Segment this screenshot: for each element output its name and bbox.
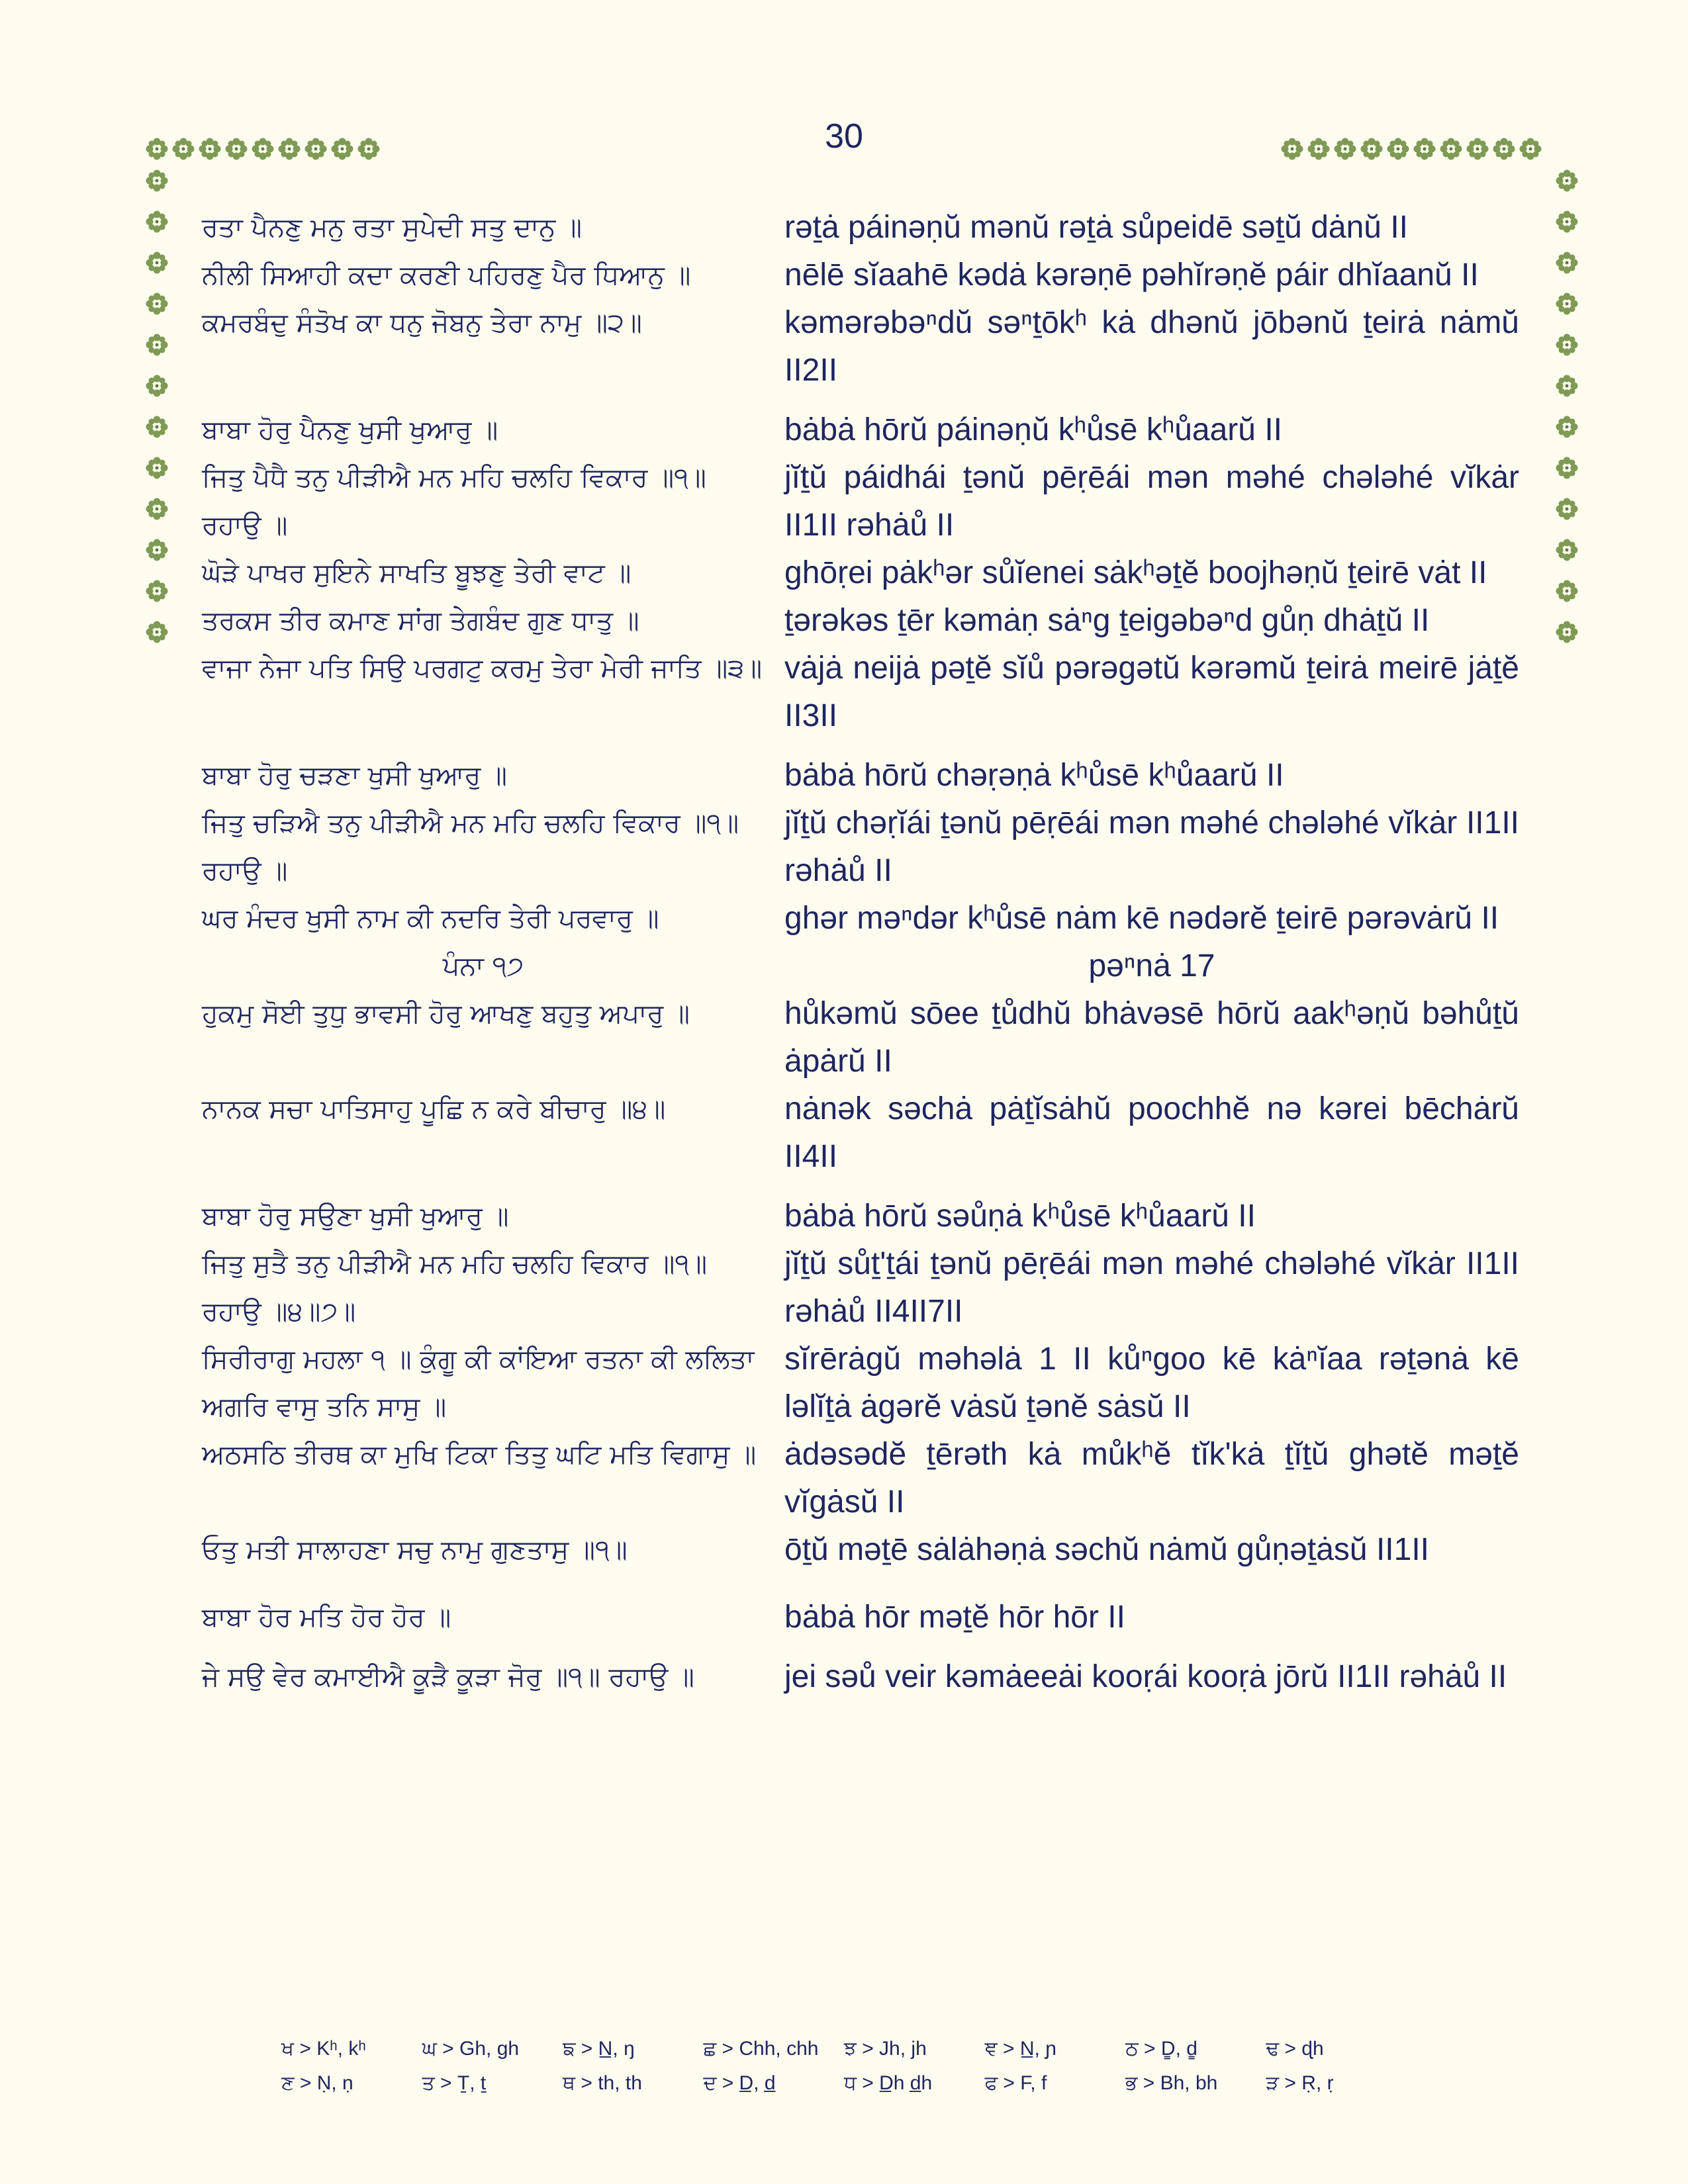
gurmukhi-text: ਬਾਬਾ ਹੋਰੁ ਸਉਣਾ ਖੁਸੀ ਖੁਆਰੁ ॥ bbox=[202, 1201, 509, 1232]
gurmukhi-text: ਕਮਰਬੰਦੁ ਸੰਤੋਖ ਕਾ ਧਨੁ ਜੋਬਨੁ ਤੇਰਾ ਨਾਮੁ ॥੨॥ bbox=[202, 308, 642, 338]
flower-icon bbox=[1556, 334, 1578, 359]
gurmukhi-text: ਘਰ ਮੰਦਰ ਖੁਸੀ ਨਾਮ ਕੀ ਨਦਰਿ ਤੇਰੀ ਪਰਵਾਰੁ ॥ bbox=[202, 903, 659, 934]
legend-item: ਠ > D̳, d̳ bbox=[1125, 2038, 1197, 2060]
transliteration-text: nȧnək səchȧ pȧṯĭsȧhŭ poochhĕ nə kərei bēchȧrŭ II4II bbox=[784, 1091, 1519, 1174]
verse-row bbox=[202, 752, 1519, 799]
verse-row bbox=[202, 1653, 1519, 1701]
transliteration-text: nēlē sĭaahē kədȧ kərəṇē pəhĭrəṇĕ páir dhĭaanŭ II bbox=[784, 257, 1479, 293]
verse-row bbox=[202, 597, 1519, 645]
transliteration-text: bȧbȧ hōrŭ chəṛəṇȧ kʰůsē kʰůaarŭ II bbox=[784, 758, 1284, 793]
verse-row bbox=[202, 1526, 1519, 1574]
legend-item: ਦ > D̲, d̲ bbox=[703, 2072, 776, 2094]
transliteration-text: bȧbȧ hōrŭ páinəṇŭ kʰůsē kʰůaarŭ II bbox=[784, 412, 1282, 447]
flower-icon bbox=[1556, 375, 1578, 400]
legend-item: ਢ > ɖh bbox=[1266, 2038, 1324, 2060]
verse-row bbox=[202, 549, 1519, 597]
flower-icon bbox=[146, 210, 168, 236]
legend-item: ਛ > Chh, chh bbox=[703, 2038, 819, 2060]
transliteration-text: kəmərəbəⁿdŭ səⁿṯōkʰ kȧ dhənŭ jōbənŭ ṯeirȧ nȧmŭ II2II bbox=[784, 305, 1519, 388]
transliteration-text: ghōṛei pȧkʰər sůĭenei sȧkʰəṯĕ boojhəṇŭ ṯeirē vȧt II bbox=[784, 555, 1487, 590]
transliteration-text: jei səů veir kəmȧeeȧi kooṛái kooṛȧ jōrŭ II1II rəhȧů II bbox=[784, 1659, 1507, 1694]
gurmukhi-text: ਨੀਲੀ ਸਿਆਹੀ ਕਦਾ ਕਰਣੀ ਪਹਿਰਣੁ ਪੈਰ ਧਿਆਨੁ ॥ bbox=[202, 260, 691, 291]
transliteration-legend bbox=[281, 2032, 1407, 2101]
gurmukhi-text: ਤਰਕਸ ਤੀਰ ਕਮਾਣ ਸਾਂਗ ਤੇਗਬੰਦ ਗੁਣ ਧਾਤੁ ॥ bbox=[202, 606, 639, 636]
verse-table bbox=[202, 192, 1519, 1701]
verse-row bbox=[202, 454, 1519, 549]
verse-row bbox=[202, 1193, 1519, 1240]
verse-row bbox=[202, 251, 1519, 299]
flower-icon bbox=[146, 457, 168, 482]
flower-icon bbox=[1556, 293, 1578, 318]
gurmukhi-text: ਸਿਰੀਰਾਗੁ ਮਹਲਾ ੧ ॥ ਕੁੰਗੂ ਕੀ ਕਾਂਇਆ ਰਤਨਾ ਕੀ ਲਲਿਤਾ ਅਗਰਿ ਵਾਸੁ ਤਨਿ ਸਾਸੁ ॥ bbox=[202, 1344, 755, 1422]
gurmukhi-text: ਪੰਨਾ ੧੭ bbox=[442, 951, 524, 981]
transliteration-text: ghər məⁿdər kʰůsē nȧm kē nədərĕ ṯeirē pərəvȧrŭ II bbox=[784, 901, 1499, 936]
flower-icon bbox=[1556, 621, 1578, 646]
verse-row bbox=[202, 1431, 1519, 1526]
flower-icon bbox=[146, 539, 168, 564]
legend-item: ਧ > D̲h d̲h bbox=[844, 2072, 933, 2094]
flower-border-right bbox=[1556, 169, 1578, 646]
flower-icon bbox=[1556, 416, 1578, 441]
verse-row bbox=[202, 299, 1519, 394]
gurmukhi-text: ਘੋੜੇ ਪਾਖਰ ਸੁਇਨੇ ਸਾਖਤਿ ਬੂਝਣੁ ਤੇਰੀ ਵਾਟ ॥ bbox=[202, 558, 632, 588]
flower-icon bbox=[1360, 138, 1383, 163]
gurmukhi-text: ਜਿਤੁ ਸੁਤੈ ਤਨੁ ਪੀੜੀਐ ਮਨ ਮਹਿ ਚਲਹਿ ਵਿਕਾਰ ॥੧॥ ਰਹਾਉ ॥੪॥੭॥ bbox=[202, 1249, 708, 1327]
flower-icon bbox=[172, 138, 195, 163]
gurmukhi-text: ਬਾਬਾ ਹੋਰ ਮਤਿ ਹੋਰ ਹੋਰ ॥ bbox=[202, 1602, 451, 1633]
flower-icon bbox=[1334, 138, 1356, 163]
flower-icon bbox=[1440, 138, 1462, 163]
flower-icon bbox=[1556, 539, 1578, 564]
flower-icon bbox=[199, 138, 221, 163]
page-marker-row bbox=[202, 942, 1519, 990]
transliteration-text: ōṯŭ məṯē sȧlȧhəṇȧ səchŭ nȧmŭ gůṇəṯȧsŭ II1II bbox=[784, 1532, 1429, 1567]
gurmukhi-text: ਬਾਬਾ ਹੋਰੁ ਚੜਣਾ ਖੁਸੀ ਖੁਆਰੁ ॥ bbox=[202, 760, 507, 791]
legend-item: ੜ > Ṛ, ṛ bbox=[1266, 2072, 1334, 2094]
transliteration-text: ȧdəsədĕ ṯērəth kȧ můkʰĕ tĭk'kȧ ṯĭṯŭ ghətĕ məṯĕ vĭgȧsŭ II bbox=[784, 1437, 1519, 1520]
flower-icon bbox=[225, 138, 248, 163]
legend-item: ਥ > th, th bbox=[563, 2072, 642, 2094]
flower-icon bbox=[146, 416, 168, 441]
verse-row bbox=[202, 406, 1519, 454]
verse-row bbox=[202, 1594, 1519, 1641]
legend-row bbox=[281, 2032, 1407, 2066]
flower-icon bbox=[1307, 138, 1330, 163]
legend-item: ਭ > Bh, bh bbox=[1125, 2072, 1218, 2094]
flower-icon bbox=[1519, 138, 1542, 163]
flower-icon bbox=[1413, 138, 1436, 163]
gurmukhi-text: ਵਾਜਾ ਨੇਜਾ ਪਤਿ ਸਿਉ ਪਰਗਟੁ ਕਰਮੁ ਤੇਰਾ ਮੇਰੀ ਜਾਤਿ ॥੩॥ bbox=[202, 653, 763, 684]
transliteration-text: jĭṯŭ chəṛĭái ṯənŭ pēṛēái mən məhé chələhé vĭkȧr II1II rəhȧů II bbox=[784, 805, 1519, 888]
transliteration-text: hůkəmŭ sōee ṯůdhŭ bhȧvəsē hōrŭ aakʰəṇŭ bəhůṯŭ ȧpȧrŭ II bbox=[784, 996, 1519, 1079]
transliteration-text: jĭṯŭ sůṯ'ṯái ṯənŭ pēṛēái mən məhé chələhé vĭkȧr II1II rəhȧů II4II7II bbox=[784, 1246, 1519, 1329]
flower-icon bbox=[146, 580, 168, 605]
flower-icon bbox=[1493, 138, 1515, 163]
verse-row bbox=[202, 1336, 1519, 1431]
gurmukhi-text: ਅਠਸਠਿ ਤੀਰਥ ਕਾ ਮੁਖਿ ਟਿਕਾ ਤਿਤੁ ਘਟਿ ਮਤਿ ਵਿਗਾਸੁ ॥ bbox=[202, 1439, 757, 1470]
gurmukhi-text: ਨਾਨਕ ਸਚਾ ਪਾਤਿਸਾਹੁ ਪੂਛਿ ਨ ਕਰੇ ਬੀਚਾਰੁ ॥੪॥ bbox=[202, 1094, 666, 1124]
legend-row bbox=[281, 2066, 1407, 2101]
flower-icon bbox=[1556, 457, 1578, 482]
legend-item: ਙ > N̲, ŋ bbox=[563, 2038, 635, 2060]
flower-icon bbox=[146, 498, 168, 523]
gurmukhi-text: ਰਤਾ ਪੈਨਣੁ ਮਨੁ ਰਤਾ ਸੁਪੇਦੀ ਸਤੁ ਦਾਨੁ ॥ bbox=[202, 212, 582, 243]
legend-item: ਖ > Kʰ, kʰ bbox=[281, 2038, 366, 2060]
legend-item: ਝ > Jh, jh bbox=[844, 2038, 927, 2060]
gurmukhi-text: ਬਾਬਾ ਹੋਰੁ ਪੈਨਣੁ ਖੁਸੀ ਖੁਆਰੁ ॥ bbox=[202, 415, 498, 445]
flower-icon bbox=[1466, 138, 1489, 163]
transliteration-text: vȧjȧ neijȧ pəṯĕ sĭů pərəgətŭ kərəmŭ ṯeirȧ meirē jȧṯĕ II3II bbox=[784, 651, 1519, 733]
flower-border-top-right bbox=[1281, 138, 1542, 163]
flower-icon bbox=[1281, 138, 1303, 163]
flower-icon bbox=[252, 138, 274, 163]
flower-icon bbox=[146, 293, 168, 318]
verse-row bbox=[202, 799, 1519, 895]
verse-row bbox=[202, 1240, 1519, 1336]
verse-row bbox=[202, 990, 1519, 1085]
flower-icon bbox=[1556, 498, 1578, 523]
flower-icon bbox=[1556, 251, 1578, 277]
flower-icon bbox=[1556, 210, 1578, 236]
gurmukhi-text: ਹੁਕਮੁ ਸੋਈ ਤੁਧੁ ਭਾਵਸੀ ਹੋਰੁ ਆਖਣੁ ਬਹੁਤੁ ਅਪਾਰੁ ॥ bbox=[202, 999, 690, 1029]
transliteration-text: sĭrērȧgŭ məhəlȧ 1 II kůⁿgoo kē kȧⁿĭaa rəṯənȧ kē ləlĭṯȧ ȧgərĕ vȧsŭ ṯənĕ sȧsŭ II bbox=[784, 1342, 1519, 1424]
flower-border-left bbox=[146, 169, 168, 646]
flower-icon bbox=[146, 251, 168, 277]
transliteration-text: pəⁿnȧ 17 bbox=[1088, 948, 1215, 983]
gurmukhi-text: ਜੇ ਸਉ ਵੇਰ ਕਮਾਈਐ ਕੂੜੈ ਕੂੜਾ ਜੋਰੁ ॥੧॥ ਰਹਾਉ ॥ bbox=[202, 1662, 694, 1692]
legend-item: ਤ > Ṯ, ṯ bbox=[422, 2072, 487, 2094]
flower-icon bbox=[146, 138, 168, 163]
flower-icon bbox=[1556, 580, 1578, 605]
flower-icon bbox=[146, 169, 168, 195]
flower-icon bbox=[146, 621, 168, 646]
legend-item: ਞ > N̲, ɲ bbox=[984, 2038, 1056, 2060]
flower-icon bbox=[278, 138, 301, 163]
gurmukhi-text: ਓਤੁ ਮਤੀ ਸਾਲਾਹਣਾ ਸਚੁ ਨਾਮੁ ਗੁਣਤਾਸੁ ॥੧॥ bbox=[202, 1535, 628, 1565]
flower-icon bbox=[146, 375, 168, 400]
legend-item: ਣ > Ṇ, ṇ bbox=[281, 2072, 353, 2094]
verse-row bbox=[202, 204, 1519, 251]
gurmukhi-text: ਜਿਤੁ ਚੜਿਐ ਤਨੁ ਪੀੜੀਐ ਮਨ ਮਹਿ ਚਲਹਿ ਵਿਕਾਰ ॥੧॥ ਰਹਾਉ ॥ bbox=[202, 808, 739, 886]
flower-icon bbox=[146, 334, 168, 359]
transliteration-text: ṯərəkəs ṯēr kəmȧṇ sȧⁿg ṯeigəbəⁿd gůṇ dhȧṯŭ II bbox=[784, 603, 1430, 638]
flower-icon bbox=[305, 138, 327, 163]
legend-item: ਫ > F, f bbox=[984, 2072, 1047, 2094]
flower-icon bbox=[357, 138, 380, 163]
transliteration-text: bȧbȧ hōr məṯĕ hōr hōr II bbox=[784, 1600, 1125, 1635]
flower-icon bbox=[1556, 169, 1578, 195]
legend-item: ਘ > Gh, gh bbox=[422, 2038, 520, 2060]
transliteration-text: rəṯȧ páinəṇŭ mənŭ rəṯȧ sůpeidē səṯŭ dȧnŭ II bbox=[784, 210, 1408, 245]
verse-row bbox=[202, 1085, 1519, 1181]
verse-row bbox=[202, 645, 1519, 740]
page-number: 30 bbox=[825, 117, 863, 156]
transliteration-text: jĭṯŭ páidhái ṯənŭ pēṛēái mən məhé chələhé vĭkȧr II1II rəhȧů II bbox=[784, 460, 1519, 543]
verse-row bbox=[202, 895, 1519, 942]
flower-border-top-left bbox=[146, 138, 380, 163]
gurmukhi-text: ਜਿਤੁ ਪੈਧੈ ਤਨੁ ਪੀੜੀਐ ਮਨ ਮਹਿ ਚਲਹਿ ਵਿਕਾਰ ॥੧॥ ਰਹਾਉ ॥ bbox=[202, 463, 706, 541]
transliteration-text: bȧbȧ hōrŭ səůṇȧ kʰůsē kʰůaarŭ II bbox=[784, 1199, 1256, 1234]
flower-icon bbox=[331, 138, 353, 163]
flower-icon bbox=[1387, 138, 1409, 163]
